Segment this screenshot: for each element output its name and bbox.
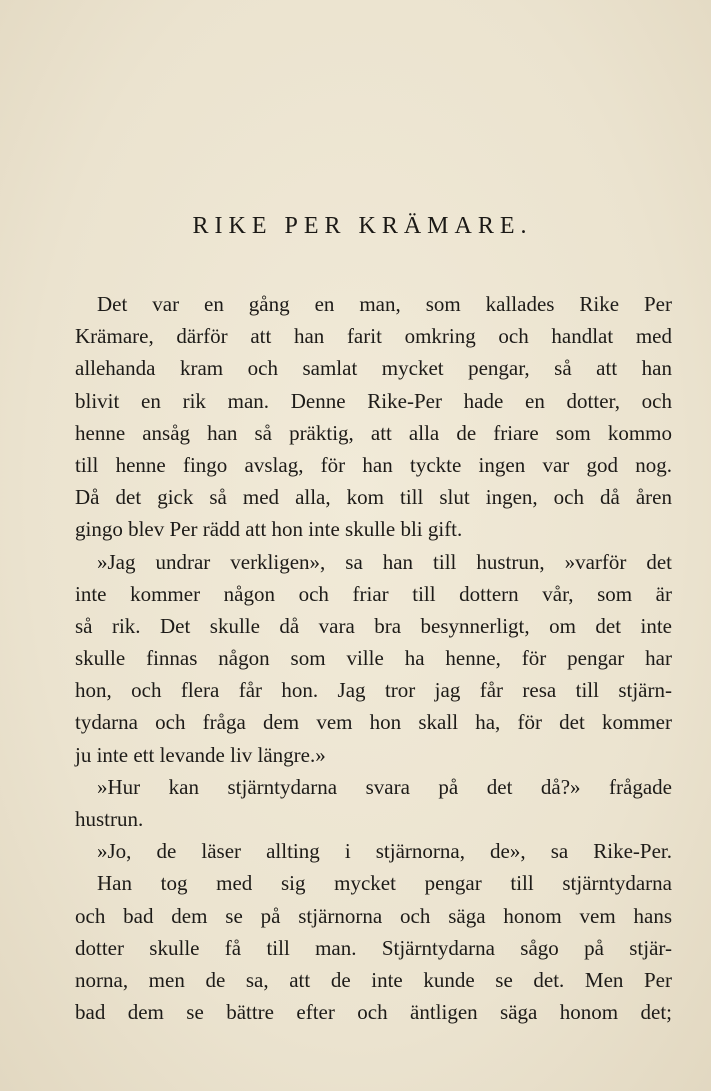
text-line: bad dem se bättre efter och äntligen säga honom det; [75,1000,672,1025]
text-line: till henne fingo avslag, för han tyckte ingen var god nog. [75,452,672,477]
text-line: skulle finnas någon som ville ha henne, för pengar har [75,646,672,671]
text-line: allehanda kram och samlat mycket pengar, så att han [75,356,672,381]
text-line: Han tog med sig mycket pengar till stjärntydarna [97,871,672,896]
body-text [75,288,672,1028]
text-line: Krämare, därför att han farit omkring och handlat med [75,324,672,349]
text-line: dotter skulle få till man. Stjärntydarna sågo på stjär- [75,935,672,960]
text-line: »Jo, de läser allting i stjärnorna, de», sa Rike-Per. [97,839,672,864]
text-line: hustrun. [75,807,144,831]
text-line: och bad dem se på stjärnorna och säga honom vem hans [75,903,672,928]
text-line: blivit en rik man. Denne Rike-Per hade en dotter, och [75,388,672,413]
text-line: ju inte ett levande liv längre.» [75,742,326,767]
text-line: »Hur kan stjärntydarna svara på det då?» frågade [97,774,672,799]
text-line: tydarna och fråga dem vem hon skall ha, för det kommer [75,710,672,735]
text-line: inte kommer någon och friar till dottern vår, som är [75,581,672,606]
text-line: Det var en gång en man, som kallades Rike Per [97,292,672,316]
text-line: hon, och flera får hon. Jag tror jag får resa till stjärn- [75,678,672,703]
text-line: så rik. Det skulle då vara bra besynnerligt, om det inte [75,613,672,638]
text-line: gingo blev Per rädd att hon inte skulle bli gift. [75,517,463,542]
text-line: Då det gick så med alla, kom till slut ingen, och då åren [75,485,672,510]
text-line: »Jag undrar verkligen», sa han till hustrun, »varför det [97,549,672,574]
chapter-title: RIKE PER KRÄMARE. [192,213,533,239]
text-line: norna, men de sa, att de inte kunde se det. Men Per [75,967,672,992]
text-line: henne ansåg han så präktig, att alla de friare som kommo [75,420,672,445]
